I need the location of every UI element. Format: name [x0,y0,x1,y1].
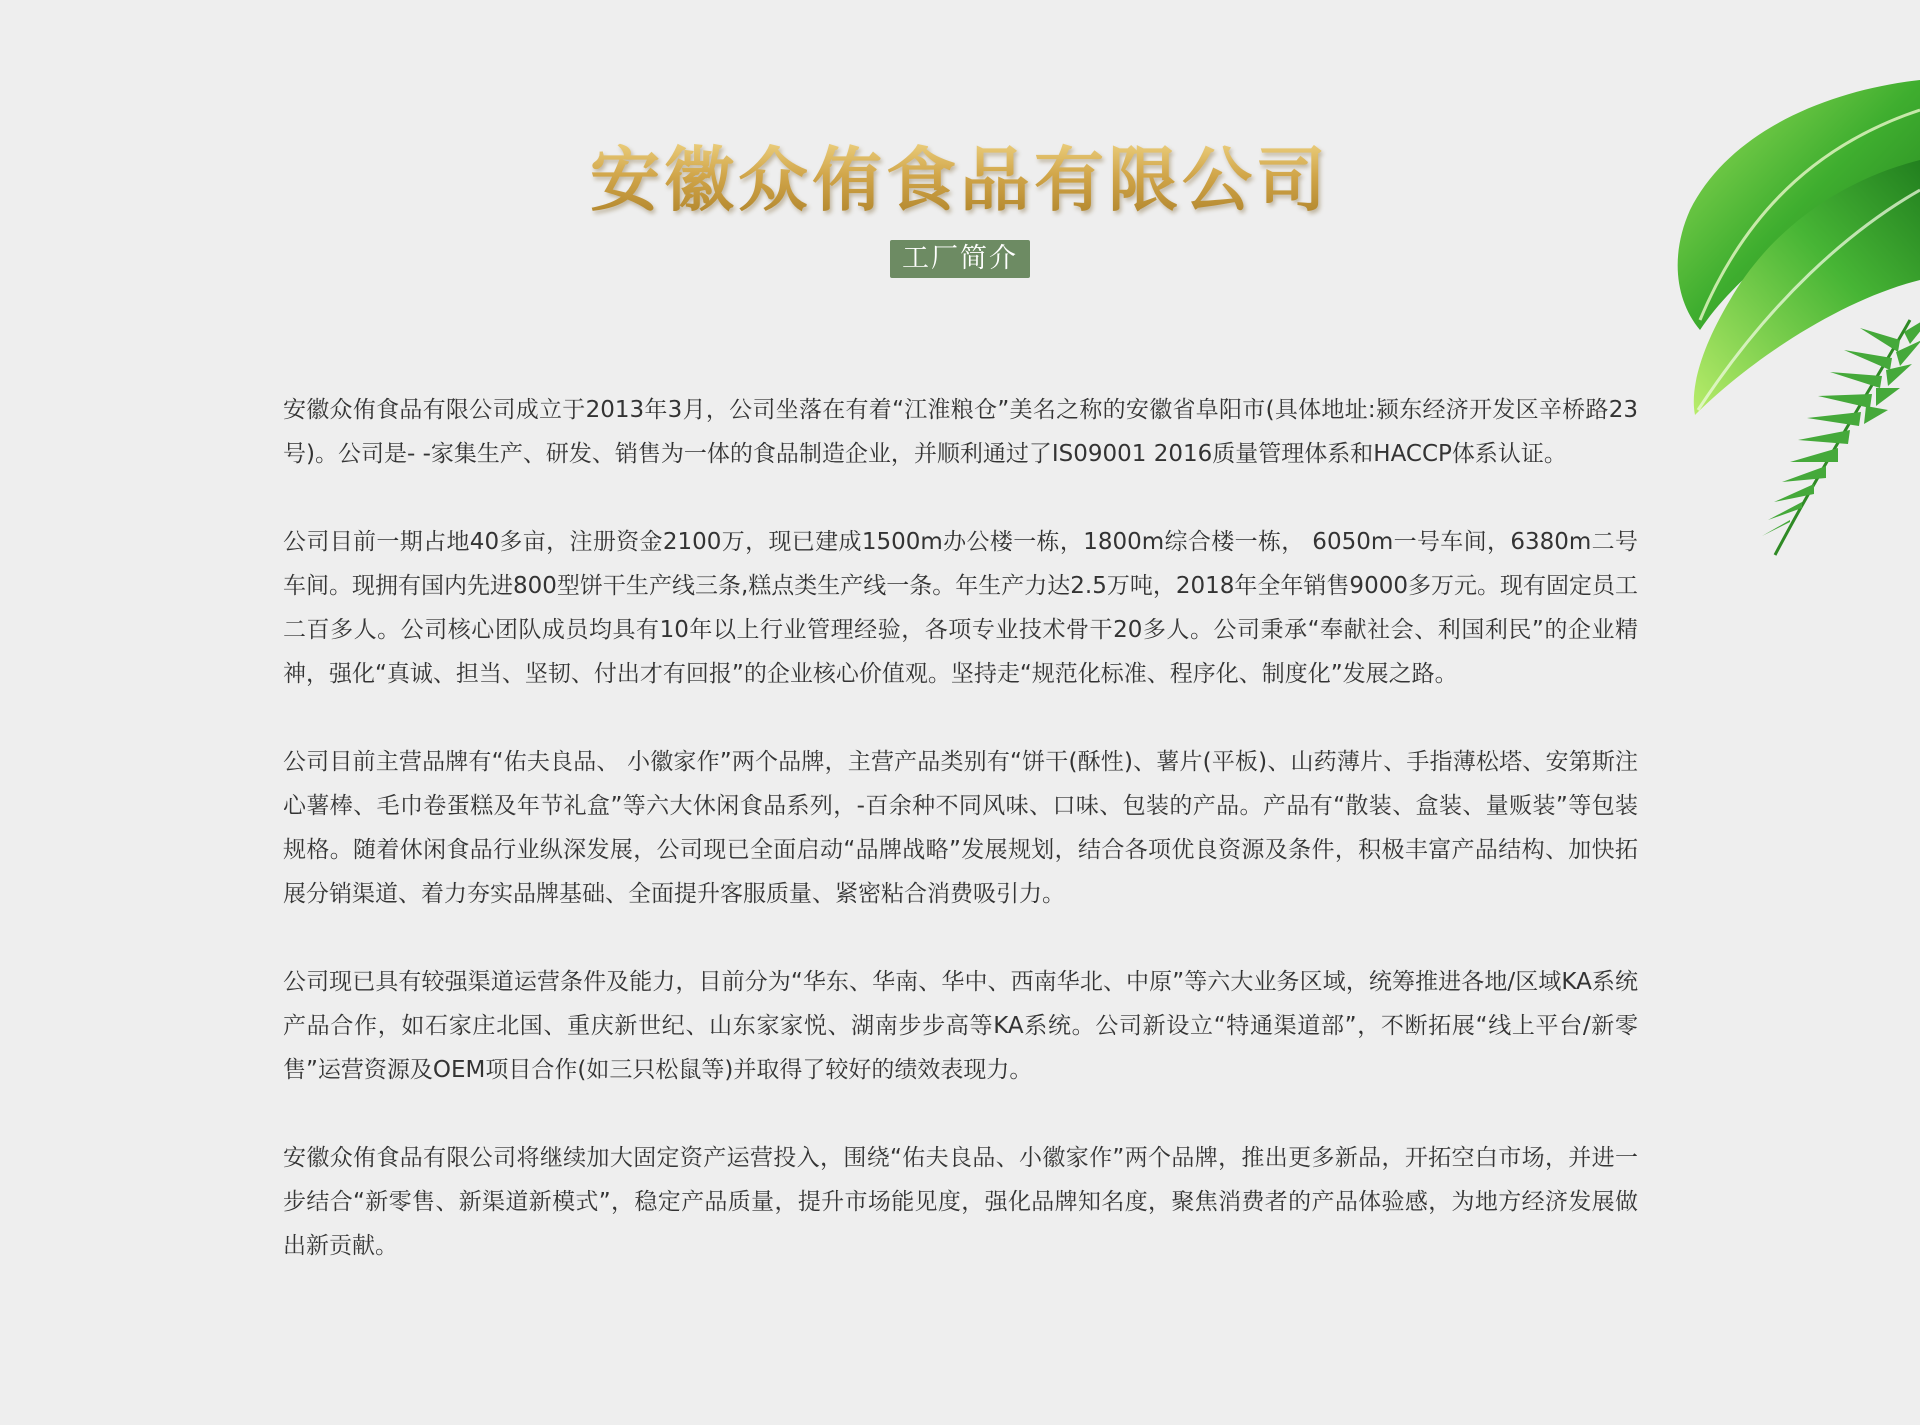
company-introduction [283,388,1638,1312]
paragraph-facilities: 公司目前一期占地40多亩，注册资金2100万，现已建成1500m办公楼一栋，1800m综合楼一栋， 6050m一号车间，6380m二号车间。现拥有国内先进800型饼干生产线三条,糕点类生产线一条。年生产力达2.5万吨，2018年全年销售9000多万元。现有固定员工二百多人。公司核心团队成员均具有10年以上行业管理经验，各项专业技术骨干20多人。公司秉承“奉献社会、利国利民”的企业精神，强化“真诚、担当、坚韧、付出才有回报”的企业核心价值观。坚持走“规范化标准、程序化、制度化”发展之路。 [283,529,1638,687]
section-tag: 工厂简介 [890,240,1030,278]
paragraph-channels: 公司现已具有较强渠道运营条件及能力，目前分为“华东、华南、华中、西南华北、中原”等六大业务区域，统筹推进各地/区域KA系统产品合作，如石家庄北国、重庆新世纪、山东家家悦、湖南步步高等KA系统。公司新设立“特通渠道部”，不断拓展“线上平台/新零售”运营资源及OEM项目合作(如三只松鼠等)并取得了较好的绩效表现力。 [283,969,1638,1083]
paragraph-brands: 公司目前主营品牌有“佑夫良品、 小徽家作”两个品牌，主营产品类别有“饼干(酥性)、薯片(平板)、山药薄片、手指薄松塔、安第斯注心薯棒、毛巾卷蛋糕及年节礼盒”等六大休闲食品系列，-百余种不同风味、口味、包装的产品。产品有“散装、盒装、量贩装”等包装规格。随着休闲食品行业纵深发展，公司现已全面启动“品牌战略”发展规划，结合各项优良资源及条件，积极丰富产品结构、加快拓展分销渠道、着力夯实品牌基础、全面提升客服质量、紧密粘合消费吸引力。 [283,749,1638,907]
company-title: 安徽众侑食品有限公司 [0,132,1920,228]
paragraph-outlook: 安徽众侑食品有限公司将继续加大固定资产运营投入，围绕“佑夫良品、小徽家作”两个品牌，推出更多新品，开拓空白市场，并进一步结合“新零售、新渠道新模式”，稳定产品质量，提升市场能见度，强化品牌知名度，聚焦消费者的产品体验感，为地方经济发展做出新贡献。 [283,1145,1638,1259]
paragraph-founding: 安徽众侑食品有限公司成立于2013年3月，公司坐落在有着“江淮粮仓”美名之称的安徽省阜阳市(具体地址:颍东经济开发区辛桥路23号)。公司是- -家集生产、研发、销售为一体的食品制造企业，并顺利通过了IS09001 2016质量管理体系和HACCP体系认证。 [283,397,1638,467]
page-header [0,132,1920,278]
